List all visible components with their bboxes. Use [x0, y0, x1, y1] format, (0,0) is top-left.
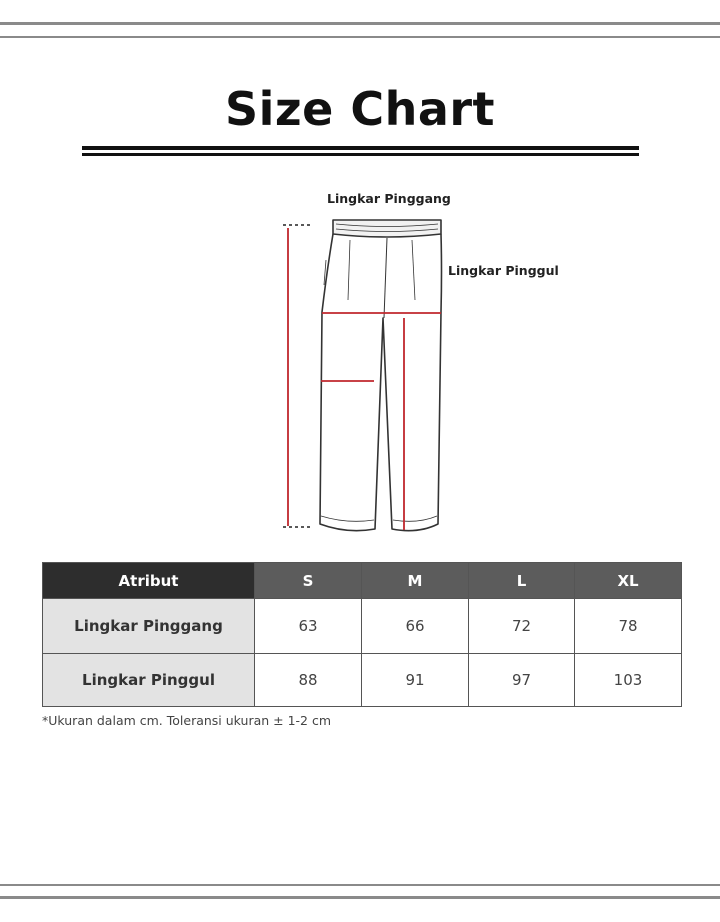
waist-label: Lingkar Pinggang [327, 191, 451, 206]
header-size-l: L [469, 563, 575, 599]
row-label: Lingkar Pinggul [43, 654, 255, 707]
size-note: *Ukuran dalam cm. Toleransi ukuran ± 1-2 cm [42, 713, 332, 728]
row-label: Lingkar Pinggang [43, 599, 255, 654]
pants-illustration [320, 220, 442, 531]
table-cell: 72 [469, 599, 575, 654]
table-row [43, 654, 682, 707]
table-cell: 66 [362, 599, 469, 654]
hip-label: Lingkar Pinggul [448, 263, 559, 278]
measurement-lines [288, 228, 441, 530]
table-header-row [43, 563, 682, 599]
header-size-s: S [255, 563, 362, 599]
header-size-m: M [362, 563, 469, 599]
table-cell: 97 [469, 654, 575, 707]
header-size-xl: XL [575, 563, 682, 599]
header-atribut: Atribut [43, 563, 255, 599]
table-cell: 103 [575, 654, 682, 707]
table-cell: 78 [575, 599, 682, 654]
table-cell: 63 [255, 599, 362, 654]
bottom-border-line-inner [0, 884, 720, 886]
size-table [42, 562, 682, 707]
table-cell: 88 [255, 654, 362, 707]
table-cell: 91 [362, 654, 469, 707]
table-row [43, 599, 682, 654]
bottom-border-line [0, 896, 720, 899]
page-title: Size Chart [224, 82, 496, 136]
